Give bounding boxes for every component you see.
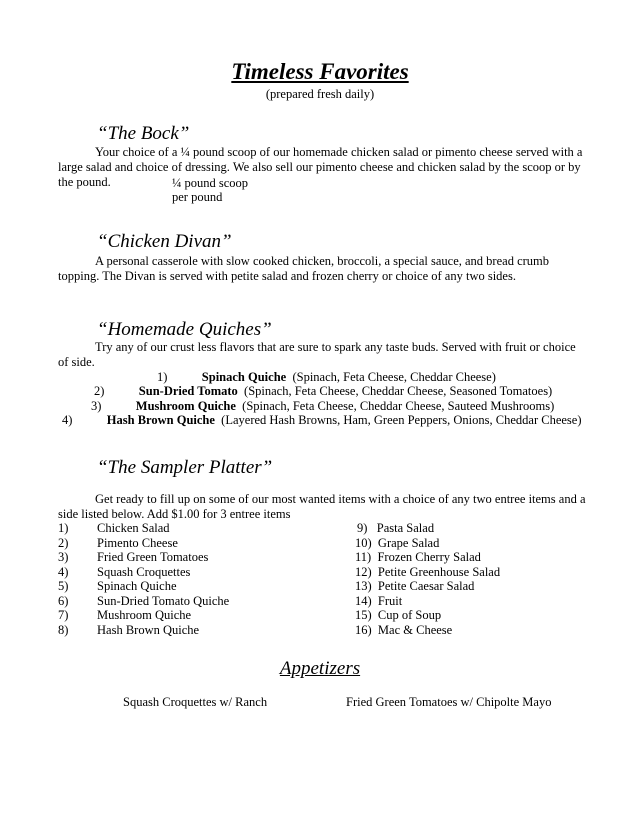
divan-description: A personal casserole with slow cooked chicken, broccoli, a special sauce, and bread crumb topping. The Divan is served with petite salad and frozen cherry or choice of any two sides. <box>58 254 549 283</box>
sampler-number: 6) <box>58 594 69 608</box>
sampler-item-name: Frozen Cherry Salad <box>377 550 481 564</box>
quiche-number: 4) <box>62 413 73 427</box>
sampler-number: 15) <box>355 608 372 622</box>
sampler-item-name: Cup of Soup <box>377 608 442 622</box>
sampler-number: 10) <box>355 536 372 550</box>
sampler-item <box>58 565 68 580</box>
sampler-item-name: Petite Caesar Salad <box>377 579 475 593</box>
sampler-item <box>355 565 500 580</box>
sampler-number: 7) <box>58 608 69 622</box>
sampler-item-name: Mac & Cheese <box>377 623 453 637</box>
sampler-item-name: Squash Croquettes <box>97 565 191 579</box>
quiche-detail: (Spinach, Feta Cheese, Cheddar Cheese, Sauteed Mushrooms) <box>242 399 555 413</box>
sampler-number: 13) <box>355 579 372 593</box>
quiche-number: 1) <box>157 370 168 384</box>
sampler-item <box>355 608 441 623</box>
sampler-description: Get ready to fill up on some of our most wanted items with a choice of any two entree items and a side listed below. Add $1.00 for 3 entree items <box>58 492 586 521</box>
sampler-item-name: Chicken Salad <box>97 521 170 535</box>
sampler-item <box>58 623 68 638</box>
sampler-item-name: Petite Greenhouse Salad <box>377 565 501 579</box>
quiches-description: Try any of our crust less flavors that are sure to spark any taste buds. Served with fruit or choice of side. <box>58 340 576 369</box>
sampler-item-name: Pasta Salad <box>376 521 435 535</box>
sampler-item-name: Mushroom Quiche <box>97 608 192 622</box>
quiche-name: Spinach Quiche <box>201 370 287 384</box>
quiche-number: 2) <box>94 384 105 398</box>
quiches-heading: “Homemade Quiches” <box>97 319 272 340</box>
quiche-item <box>91 399 554 414</box>
sampler-item <box>58 521 68 536</box>
sampler-item <box>355 594 402 609</box>
sampler-item-name: Fried Green Tomatoes <box>97 550 209 564</box>
sampler-item <box>58 536 68 551</box>
page-title: Timeless Favorites <box>231 59 409 84</box>
quiche-detail: (Layered Hash Browns, Ham, Green Peppers, Onions, Cheddar Cheese) <box>221 413 582 427</box>
sampler-number: 11) <box>355 550 372 564</box>
divan-heading: “Chicken Divan” <box>97 231 232 252</box>
sampler-item-name: Pimento Cheese <box>97 536 178 550</box>
quiche-detail: (Spinach, Feta Cheese, Cheddar Cheese, Seasoned Tomatoes) <box>244 384 553 398</box>
bock-description: Your choice of a ¼ pound scoop of our homemade chicken salad or pimento cheese served with a large salad and choice of dressing. We also sell our pimento cheese and chicken salad by the scoop or by the pound. <box>58 145 583 189</box>
sampler-item <box>355 623 452 638</box>
sampler-item <box>357 521 434 536</box>
sampler-number: 8) <box>58 623 69 637</box>
sampler-number: 14) <box>355 594 372 608</box>
quiche-name: Sun-Dried Tomato <box>138 384 238 398</box>
page-subtitle: (prepared fresh daily) <box>265 87 375 101</box>
sampler-number: 2) <box>58 536 69 550</box>
bock-size-scoop: ¼ pound scoop <box>172 176 249 190</box>
appetizers-heading: Appetizers <box>279 658 361 679</box>
sampler-number: 4) <box>58 565 69 579</box>
sampler-number: 16) <box>355 623 372 637</box>
sampler-item-name: Sun-Dried Tomato Quiche <box>97 594 230 608</box>
bock-size-pound: per pound <box>172 190 223 204</box>
quiche-name: Hash Brown Quiche <box>106 413 215 427</box>
sampler-item-name: Fruit <box>377 594 403 608</box>
bock-heading: “The Bock” <box>97 123 190 144</box>
quiche-item <box>157 370 496 385</box>
sampler-item <box>58 550 68 565</box>
sampler-number: 3) <box>58 550 69 564</box>
sampler-heading: “The Sampler Platter” <box>97 457 273 478</box>
sampler-item-name: Grape Salad <box>377 536 440 550</box>
sampler-item <box>355 536 439 551</box>
sampler-number: 5) <box>58 579 69 593</box>
sampler-item-name: Spinach Quiche <box>97 579 177 593</box>
sampler-number: 9) <box>357 521 368 535</box>
sampler-number: 12) <box>355 565 372 579</box>
quiche-item <box>62 413 582 428</box>
appetizer-item: Fried Green Tomatoes w/ Chipolte Mayo <box>346 695 552 709</box>
sampler-item <box>58 608 68 623</box>
quiche-number: 3) <box>91 399 102 413</box>
quiche-detail: (Spinach, Feta Cheese, Cheddar Cheese) <box>292 370 496 384</box>
sampler-item-name: Hash Brown Quiche <box>97 623 200 637</box>
quiche-item <box>94 384 552 399</box>
sampler-item <box>355 550 481 565</box>
sampler-item <box>58 579 68 594</box>
sampler-item <box>355 579 474 594</box>
sampler-number: 1) <box>58 521 69 535</box>
quiche-name: Mushroom Quiche <box>135 399 236 413</box>
appetizer-item: Squash Croquettes w/ Ranch <box>123 695 268 709</box>
sampler-item <box>58 594 68 609</box>
